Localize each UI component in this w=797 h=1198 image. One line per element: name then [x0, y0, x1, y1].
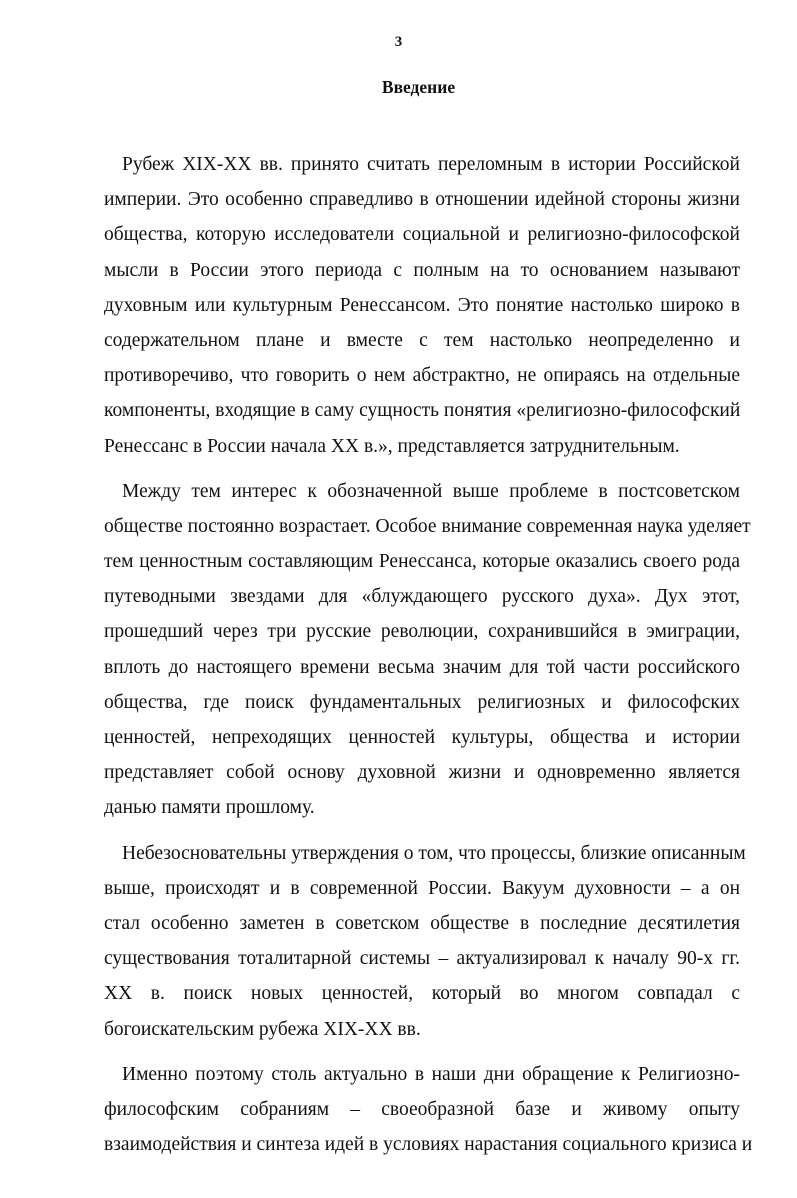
text-line: Рубеж XIX-XX вв. принято считать переломным в истории Российской: [122, 154, 740, 175]
text-line: путеводными звездами для «блуждающего русского духа». Дух этот,: [104, 586, 740, 608]
text-line: общества, которую исследователи социальной и религиозно-философской: [104, 224, 740, 246]
text-line: прошедший через три русские революции, сохранившийся в эмиграции,: [104, 621, 740, 643]
text-line: содержательном плане и вместе с тем настолько неопределенно и: [104, 329, 740, 351]
text-line: компоненты, входящие в саму сущность понятия «религиозно-философский: [104, 400, 741, 422]
paragraph: [104, 836, 746, 1047]
text-line: противоречиво, что говорить о нем абстрактно, не опираясь на отдельные: [104, 365, 740, 387]
page-number: 3: [394, 34, 403, 50]
paragraph: [104, 1057, 753, 1163]
text-line: Между тем интерес к обозначенной выше проблеме в постсоветском: [122, 480, 740, 502]
text-line: богоискательским рубежа XIX-XX вв.: [104, 1018, 421, 1040]
text-line: философским собраниям – своеобразной базе и живому опыту: [104, 1098, 740, 1120]
text-line: Небезосновательны утверждения о том, что процессы, близкие описанным: [122, 842, 746, 864]
page-title: Введение: [381, 77, 456, 97]
text-line: данью памяти прошлому.: [104, 797, 315, 819]
body-text: [104, 147, 753, 1162]
paragraph: [104, 147, 740, 464]
text-line: стал особенно заметен в советском обществе в последние десятилетия: [104, 912, 740, 934]
text-line: XX в. поиск новых ценностей, который во многом совпадал с: [104, 983, 740, 1005]
text-line: вплоть до настоящего времени весьма значим для той части российского: [104, 656, 740, 678]
text-line: представляет собой основу духовной жизни и одновременно является: [104, 762, 740, 784]
text-line: обществе постоянно возрастает. Особое внимание современная наука уделяет: [104, 515, 751, 537]
text-line: империи. Это особенно справедливо в отношении идейной стороны жизни: [104, 189, 740, 211]
text-line: существования тоталитарной системы – актуализировал к началу 90-х гг.: [104, 948, 740, 970]
text-line: Именно поэтому столь актуально в наши дни обращение к Религиозно-: [122, 1063, 740, 1085]
text-line: Ренессанс в России начала XX в.», представляется затруднительным.: [104, 435, 680, 457]
text-line: мысли в России этого периода с полным на то основанием называют: [104, 259, 740, 281]
text-line: ценностей, непреходящих ценностей культуры, общества и истории: [104, 727, 740, 748]
text-line: общества, где поиск фундаментальных религиозных и философских: [104, 691, 740, 713]
text-line: выше, происходят и в современной России. Вакуум духовности – а он: [104, 877, 740, 899]
text-line: тем ценностным составляющим Ренессанса, которые оказались своего рода: [104, 551, 740, 573]
paragraph: [104, 474, 751, 826]
text-line: духовным или культурным Ренессансом. Это понятие настолько широко в: [104, 294, 740, 316]
text-line: взаимодействия и синтеза идей в условиях нарастания социального кризиса и: [104, 1134, 753, 1156]
